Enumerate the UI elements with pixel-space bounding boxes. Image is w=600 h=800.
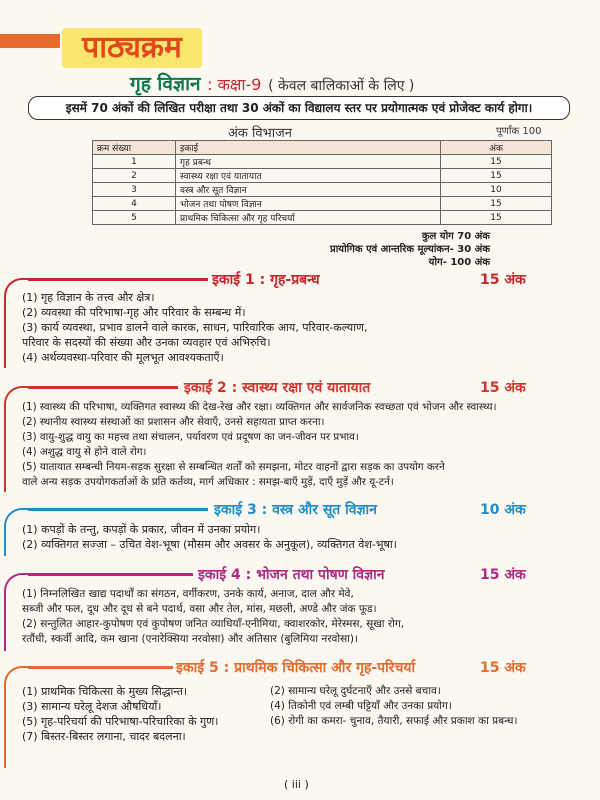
table-row [93, 211, 552, 225]
list-item: (1) प्राथमिक चिकित्सा के मुख्य सिद्धान्त। [22, 685, 188, 698]
table-cell: प्राथमिक चिकित्सा और गृह परिचर्या [176, 211, 441, 225]
table-cell: 15 [441, 211, 552, 225]
list-item: (4) अर्थव्यवस्था-परिवार की मूलभूत आवश्यकताएँ। [22, 351, 224, 364]
table-header-row [93, 141, 552, 155]
summary-grand-total: योग- 100 अंक [428, 257, 490, 268]
unit-2-items [22, 400, 582, 490]
list-item: (3) वायु-शुद्ध वायु का महत्त्व तथा संचालन, पर्यावरण एवं प्रदूषण का जन-जीवन पर प्रभाव। [22, 431, 359, 443]
unit-3-section [0, 500, 600, 560]
list-item: (4) अशुद्ध वायु से होने वाले रोग। [22, 446, 147, 458]
table-row [93, 155, 552, 169]
unit-5-heading [176, 658, 415, 677]
list-item: (5) यातायात सम्बन्धी नियम-सड़क सुरक्षा से सम्बन्धित शर्तों को समझना, मोटर वाहनों द्वारा सड़क का उपयोग करने [22, 461, 445, 473]
table-cell: भोजन तथा पोषण विज्ञान [176, 197, 441, 211]
unit-label: इकाई 4 : [198, 567, 252, 583]
page-title: पाठ्यक्रम [62, 28, 202, 68]
list-item: वाले अन्य सड़क उपयोगकर्ताओं के प्रति कर्तव्य, मार्ग अधिकार : समझ-बाएँ मुड़ें, दाएँ मुड़ें और यू-टर्न। [22, 476, 394, 488]
unit-3-rule [28, 508, 208, 511]
list-item: (4) तिकोनी एवं लम्बी पट्टियाँ और उनका प्रयोग। [270, 700, 452, 712]
page-number: ( iii ) [284, 778, 309, 791]
header-accent-bar [0, 34, 60, 48]
list-item: (6) रोगी का कमरा- चुनाव, तैयारी, सफाई और प्रकाश का प्रबन्ध। [270, 715, 518, 727]
total-marks: पूर्णांक 100 [496, 126, 542, 137]
unit-3-heading [214, 500, 377, 519]
list-item: (3) सामान्य घरेलू देशज औषधियाँ। [22, 700, 162, 713]
list-item: (1) कपड़ों के तन्तु, कपड़ों के प्रकार, जीवन में उनका प्रयोग। [22, 523, 261, 536]
table-cell: 15 [441, 197, 552, 211]
table-cell: 4 [93, 197, 176, 211]
unit-1-heading [212, 270, 320, 289]
unit-marks: 15 अंक [480, 567, 526, 583]
unit-4-section [0, 565, 600, 655]
unit-marks: 15 अंक [480, 380, 526, 396]
class-label: : कक्षा-9 [207, 75, 262, 94]
summary-total: कुल योग 70 अंक [421, 231, 490, 242]
list-item: (2) व्यक्तिगत सज्जा – उचित वेश-भूषा (मौसम और अवसर के अनुकूल), व्यक्तिगत वेश-भूषा। [22, 538, 397, 551]
unit-name: भोजन तथा पोषण विज्ञान [256, 567, 385, 583]
unit-marks: 15 अंक [480, 660, 526, 676]
list-item: रतौंधी, स्कर्वी आदि, कम खाना (एनारेक्सिया नरवोसा) और अतिसार (बुलिमिया नरवोसा)। [22, 633, 358, 645]
unit-4-items [22, 587, 582, 647]
unit-5-section [0, 658, 600, 774]
list-item: (2) व्यवस्था की परिभाषा-गृह और परिवार के सम्बन्ध में। [22, 306, 246, 319]
list-item: (7) बिस्तर-बिस्तर लगाना, चादर बदलना। [22, 730, 186, 743]
table-header-cell: क्रम संख्या [93, 141, 176, 155]
table-cell: 2 [93, 169, 176, 183]
list-item: (3) कार्य व्यवस्था, प्रभाव डालने वाले कारक, साधन, पारिवारिक आय, परिवार-कल्याण, [22, 321, 368, 334]
unit-marks: 10 अंक [480, 502, 526, 518]
list-item: (2) स्थानीय स्वास्थ्य संस्थाओं का प्रशासन और सेवाएँ, उनसे सहायता प्राप्त करना। [22, 416, 325, 428]
table-cell: 15 [441, 155, 552, 169]
table-cell: स्वास्थ्य रक्षा एवं यातायात [176, 169, 441, 183]
unit-5-items-left [22, 684, 282, 744]
table-cell: 5 [93, 211, 176, 225]
unit-2-section [0, 378, 600, 500]
marks-heading: अंक विभाजन [228, 126, 293, 141]
list-item: (1) स्वास्थ्य की परिभाषा, व्यक्तिगत स्वास्थ्य की देख-रेख और रक्षा। व्यक्तिगत और सार्वजनिक स्वच्छता एवं भोजन और स्वास्थ्य। [22, 401, 497, 413]
unit-marks: 15 अंक [480, 272, 526, 288]
unit-name: स्वास्थ्य रक्षा एवं यातायात [242, 380, 371, 396]
list-item: (5) गृह-परिचर्या की परिभाषा-परिचारिका के गुण। [22, 715, 219, 728]
table-header-cell: इकाई [176, 141, 441, 155]
list-item: (1) गृह विज्ञान के तत्त्व और क्षेत्र। [22, 291, 155, 304]
unit-1-section [0, 270, 600, 376]
unit-4-heading [198, 565, 384, 584]
table-row [93, 183, 552, 197]
intro-box: इसमें 70 अंकों की लिखित परीक्षा तथा 30 अंकों का विद्यालय स्तर पर प्रयोगात्मक एवं प्रोजेक्ट कार्य होगा। [28, 96, 570, 120]
list-item: (2) सामान्य घरेलू दुर्घटनाएँ और उनसे बचाव। [270, 685, 441, 697]
table-cell: 1 [93, 155, 176, 169]
unit-4-rule [28, 573, 193, 576]
table-cell: वस्त्र और सूत विज्ञान [176, 183, 441, 197]
table-cell: 15 [441, 169, 552, 183]
unit-2-rule [28, 386, 178, 389]
unit-label: इकाई 3 : [214, 502, 268, 518]
marks-table [92, 140, 552, 225]
table-cell: 10 [441, 183, 552, 197]
unit-label: इकाई 2 : [184, 380, 238, 396]
subject-title [130, 70, 414, 96]
table-row [93, 169, 552, 183]
list-item: सब्जी और फल, दूध और दूध से बने पदार्थ, वसा और तेल, मांस, मछली, अण्डे और जंक फूड। [22, 603, 377, 615]
list-item: (1) निम्नलिखित खाद्य पदार्थों का संगठन, वर्गीकरण, उनके कार्य, अनाज, दाल और मेवे, [22, 588, 354, 600]
unit-name: प्राथमिक चिकित्सा और गृह-परिचर्या [234, 660, 416, 676]
table-header-cell: अंक [441, 141, 552, 155]
unit-label: इकाई 5 : [176, 660, 230, 676]
table-cell: 3 [93, 183, 176, 197]
class-note: ( केवल बालिकाओं के लिए ) [268, 78, 415, 94]
unit-5-rule [28, 666, 173, 669]
unit-5-items-right [270, 684, 590, 729]
table-row [93, 197, 552, 211]
unit-2-heading [184, 378, 370, 397]
unit-1-rule [28, 278, 208, 281]
unit-label: इकाई 1 : [212, 272, 266, 288]
summary-practical: प्रायोगिक एवं आन्तरिक मूल्यांकन- 30 अंक [330, 244, 490, 255]
marks-summary [260, 230, 490, 269]
list-item: परिवार के सदस्यों की संख्या और उनका व्यवहार एवं अभिरुचि। [22, 336, 271, 349]
unit-name: गृह-प्रबन्ध [270, 272, 320, 288]
subject-name: गृह विज्ञान [130, 73, 201, 95]
unit-3-items [22, 522, 582, 552]
unit-name: वस्त्र और सूत विज्ञान [272, 502, 377, 518]
table-cell: गृह प्रबन्ध [176, 155, 441, 169]
unit-1-items [22, 290, 582, 365]
list-item: (2) सन्तुलित आहार-कुपोषण एवं कुपोषण जनित व्याधियाँ-एनीमिया, क्वाशरकोर, मेरेस्मस, सूखा रोग, [22, 618, 405, 630]
